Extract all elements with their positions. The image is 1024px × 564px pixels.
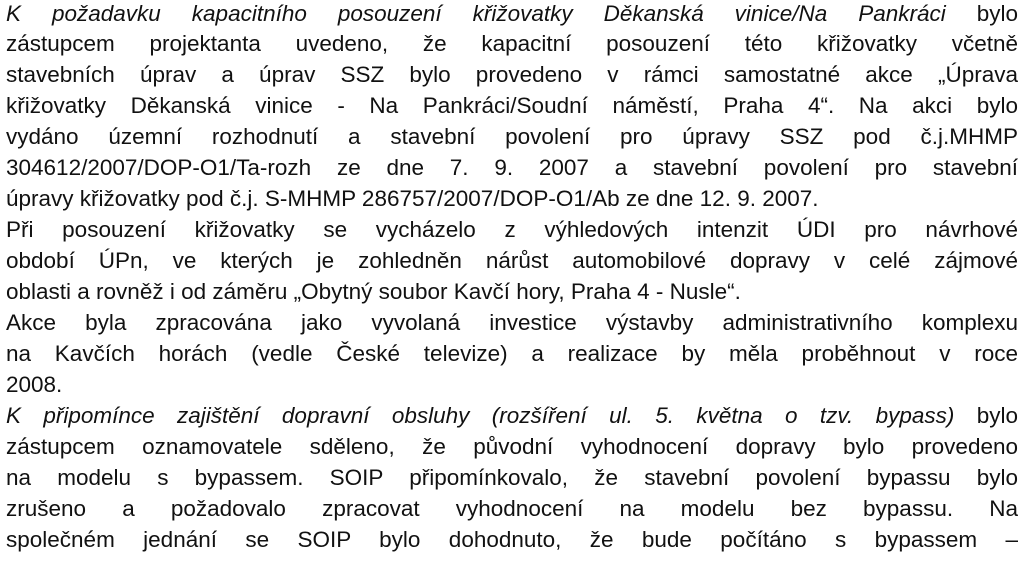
- text-span: 304612/2007/DOP-O1/Ta-rozh ze dne 7. 9. 2007 a stavební povolení pro stavební: [6, 155, 1018, 180]
- text-line: [6, 371, 62, 398]
- text-line: [6, 309, 1018, 336]
- text-line: [6, 185, 819, 212]
- text-line: [6, 495, 1018, 522]
- text-line: [6, 278, 741, 305]
- text-line: [6, 61, 1018, 88]
- text-span: období ÚPn, ve kterých je zohledněn nárůst automobilové dopravy v celé zájmové: [6, 248, 1018, 273]
- text-span: zástupcem projektanta uvedeno, že kapacitní posouzení této křižovatky včetně: [6, 31, 1018, 56]
- text-span: Akce byla zpracována jako vyvolaná investice výstavby administrativního komplexu: [6, 310, 1018, 335]
- text-span: na modelu s bypassem. SOIP připomínkovalo, že stavební povolení bypassu bylo: [6, 465, 1018, 490]
- text-line: [6, 92, 1018, 119]
- text-span: bylo: [954, 403, 1018, 428]
- text-span: na Kavčích horách (vedle České televize) a realizace by měla proběhnout v roce: [6, 341, 1018, 366]
- text-span: oblasti a rovněž i od záměru „Obytný soubor Kavčí hory, Praha 4 - Nusle“.: [6, 279, 741, 304]
- text-span: křižovatky Děkanská vinice - Na Pankráci/Soudní náměstí, Praha 4“. Na akci bylo: [6, 93, 1018, 118]
- text-line: [6, 30, 1018, 57]
- text-line: [6, 433, 1018, 460]
- text-line: [6, 526, 1018, 553]
- text-span: 2008.: [6, 372, 63, 397]
- text-span: zástupcem oznamovatele sděleno, že původní vyhodnocení dopravy bylo provedeno: [6, 434, 1018, 459]
- text-span: vydáno územní rozhodnutí a stavební povolení pro úpravy SSZ pod č.j.MHMP: [6, 124, 1018, 149]
- text-line: [6, 247, 1018, 274]
- text-line: [6, 154, 1018, 181]
- text-span: K požadavku kapacitního posouzení křižovatky Děkanská vinice/Na Pankráci: [6, 1, 946, 26]
- text-line: [6, 340, 1018, 367]
- text-line: [6, 464, 1018, 491]
- text-span: úpravy křižovatky pod č.j. S-MHMP 286757/2007/DOP-O1/Ab ze dne 12. 9. 2007.: [6, 186, 819, 211]
- text-span: stavebních úprav a úprav SSZ bylo provedeno v rámci samostatné akce „Úprava: [6, 62, 1018, 87]
- text-line: [6, 216, 1018, 243]
- text-line: [6, 123, 1018, 150]
- text-line: [6, 0, 1018, 27]
- text-line: [6, 402, 1018, 429]
- text-span: K připomínce zajištění dopravní obsluhy (rozšíření ul. 5. května o tzv. bypass): [6, 403, 955, 428]
- text-span: Při posouzení křižovatky se vycházelo z výhledových intenzit ÚDI pro návrhové: [6, 217, 1018, 242]
- document-page: [6, 0, 1018, 564]
- text-span: společném jednání se SOIP bylo dohodnuto, že bude počítáno s bypassem –: [6, 527, 1018, 552]
- text-span: bylo: [945, 1, 1018, 26]
- text-span: zrušeno a požadovalo zpracovat vyhodnocení na modelu bez bypassu. Na: [6, 496, 1018, 521]
